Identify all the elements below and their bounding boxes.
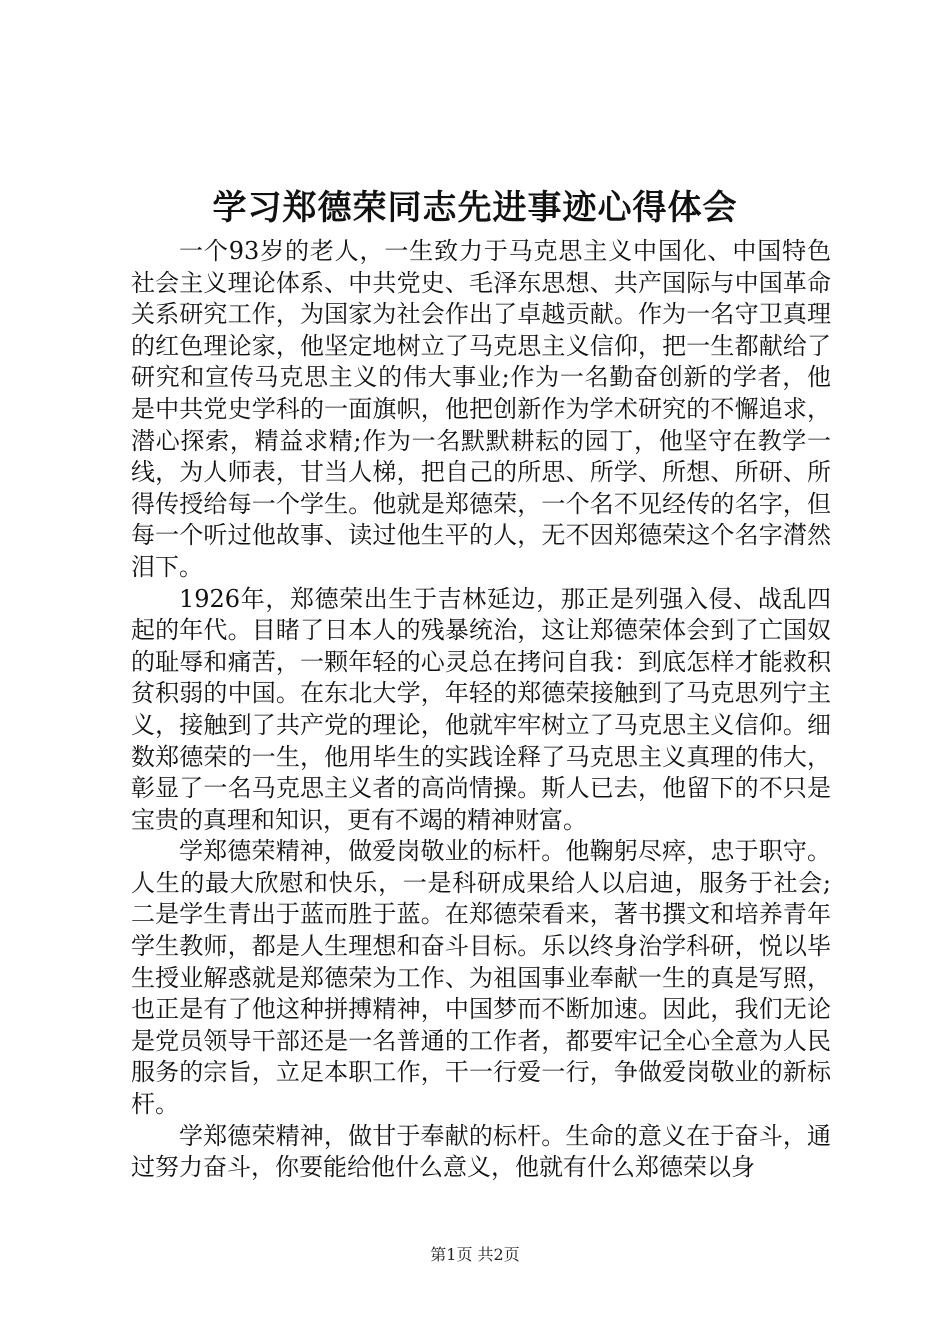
paragraph-2: 1926年，郑德荣出生于吉林延边，那正是列强入侵、战乱四起的年代。目睹了日本人的残暴统治，这让郑德荣体会到了亡国奴的耻辱和痛苦，一颗年轻的心灵总在拷问自我：到底怎样才能救积贫积弱的中国。在东北大学，年轻的郑德荣接触到了马克思列宁主义，接触到了共产党的理论，他就牢牢树立了马克思主义信仰。细数郑德荣的一生，他用毕生的实践诠释了马克思主义真理的伟大，彰显了一名马克思主义者的高尚情操。斯人已去，他留下的不只是宝贵的真理和知识，更有不竭的精神财富。: [131, 584, 831, 834]
page-number-footer: 第1页 共2页: [430, 1245, 520, 1264]
paragraph-3: 学郑德荣精神，做爱岗敬业的标杆。他鞠躬尽瘁，忠于职守。人生的最大欣慰和快乐，一是科研成果给人以启迪，服务于社会;二是学生青出于蓝而胜于蓝。在郑德荣看来，著书撰文和培养青年学生教师，都是人生理想和奋斗目标。乐以终身治学科研，悦以毕生授业解惑就是郑德荣为工作、为祖国事业奉献一生的真是写照，也正是有了他这种拼搏精神，中国梦而不断加速。因此，我们无论是党员领导干部还是一名普通的工作者，都要牢记全心全意为人民服务的宗旨，立足本职工作，干一行爱一行，争做爱岗敬业的新标杆。: [131, 837, 831, 1119]
paragraph-4: 学郑德荣精神，做甘于奉献的标杆。生命的意义在于奋斗，通过努力奋斗，你要能给他什么意义，他就有什么郑德荣以身: [131, 1121, 831, 1182]
document-title: 学习郑德荣同志先进事迹心得体会: [212, 188, 738, 228]
document-body: [131, 236, 831, 1184]
paragraph-1: 一个93岁的老人，一生致力于马克思主义中国化、中国特色社会主义理论体系、中共党史、毛泽东思想、共产国际与中国革命关系研究工作，为国家为社会作出了卓越贡献。作为一名守卫真理的红色理论家，他坚定地树立了马克思主义信仰，把一生都献给了研究和宣传马克思主义的伟大事业;作为一名勤奋创新的学者，他是中共党史学科的一面旗帜，他把创新作为学术研究的不懈追求，潜心探索，精益求精;作为一名默默耕耘的园丁，他坚守在教学一线，为人师表，甘当人梯，把自己的所思、所学、所想、所研、所得传授给每一个学生。他就是郑德荣，一个名不见经传的名字，但每一个听过他故事、读过他生平的人，无不因郑德荣这个名字潸然泪下。: [131, 237, 831, 581]
